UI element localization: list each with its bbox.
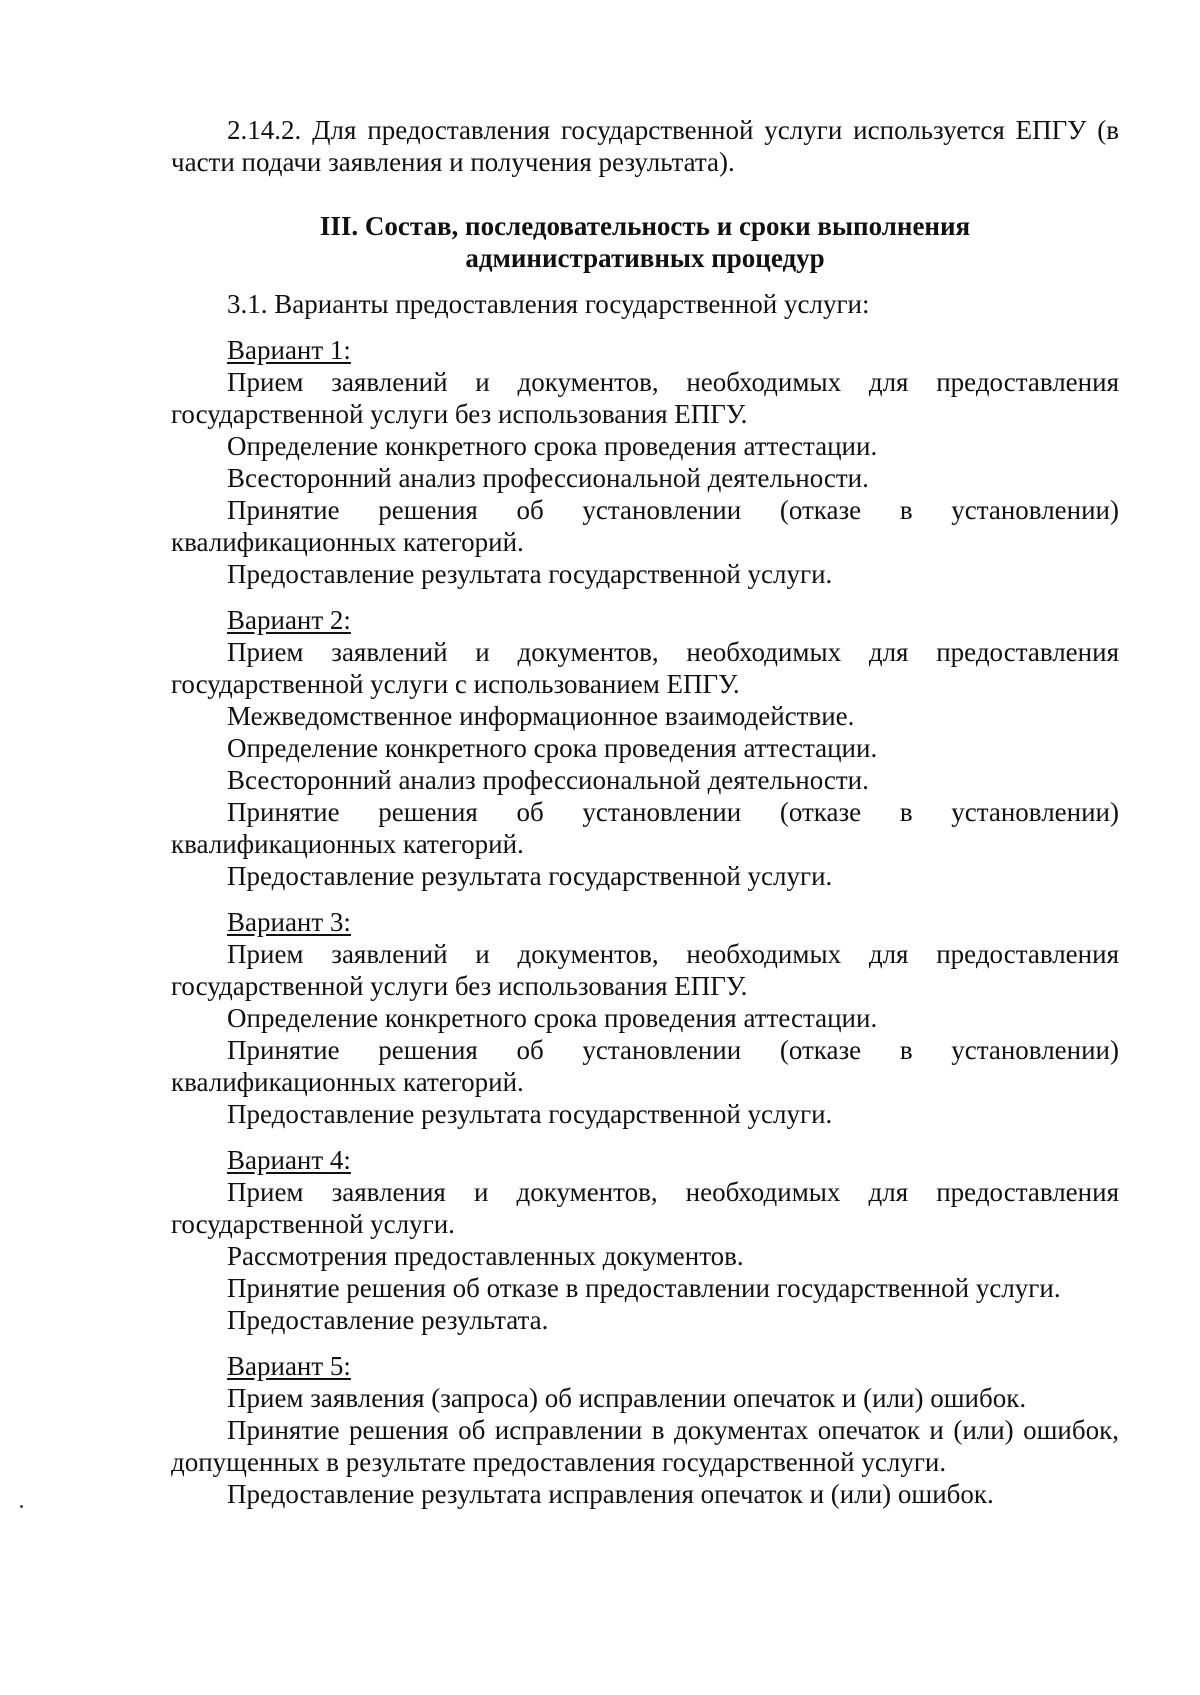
section-heading-line-2: административных процедур: [465, 243, 825, 273]
variant-title: [171, 334, 1119, 366]
variant-step: Рассмотрения предоставленных документов.: [227, 1241, 744, 1271]
variant-2: [171, 604, 1119, 892]
variant-title-text: Вариант 2:: [227, 605, 351, 635]
scan-artifact-dot: [20, 1505, 23, 1508]
variant-title-text: Вариант 1:: [227, 335, 351, 365]
variant-5: [171, 1350, 1119, 1510]
variant-step: Прием заявления и документов, необходимых для предоставления государственной услуги.: [171, 1177, 1119, 1239]
variant-title-text: Вариант 5:: [227, 1351, 351, 1381]
document-page: [171, 114, 1119, 1510]
variant-title: [171, 604, 1119, 636]
variant-title: [171, 1144, 1119, 1176]
variant-step: Принятие решения об отказе в предоставлении государственной услуги.: [227, 1273, 1061, 1303]
variant-step: Предоставление результата государственной услуги.: [227, 861, 833, 891]
paragraph-2-14-2: 2.14.2. Для предоставления государственной услуги используется ЕПГУ (в части подачи заявления и получения результата).: [171, 115, 1119, 177]
variant-step: Определение конкретного срока проведения аттестации.: [227, 431, 878, 461]
section-heading: [171, 210, 1119, 274]
variant-step: Предоставление результата.: [227, 1305, 549, 1335]
paragraph-3-1: 3.1. Варианты предоставления государственной услуги:: [227, 289, 870, 319]
variant-step: Прием заявления (запроса) об исправлении опечаток и (или) ошибок.: [227, 1383, 1027, 1413]
variants-list: [171, 334, 1119, 1510]
variant-step: Определение конкретного срока проведения аттестации.: [227, 1003, 878, 1033]
variant-3: [171, 906, 1119, 1130]
variant-1: [171, 334, 1119, 590]
section-heading-line-1: III. Состав, последовательность и сроки выполнения: [319, 211, 971, 241]
variant-step: Принятие решения об установлении (отказе в установлении) квалификационных категорий.: [171, 1035, 1119, 1097]
variant-step: Прием заявлений и документов, необходимых для предоставления государственной услуги с использованием ЕПГУ.: [171, 637, 1119, 699]
variant-title-text: Вариант 3:: [227, 907, 351, 937]
variant-step: Определение конкретного срока проведения аттестации.: [227, 733, 878, 763]
variant-title: [171, 1350, 1119, 1382]
variant-step: Принятие решения об установлении (отказе в установлении) квалификационных категорий.: [171, 797, 1119, 859]
variant-step: Принятие решения об установлении (отказе в установлении) квалификационных категорий.: [171, 495, 1119, 557]
variant-step: Предоставление результата государственной услуги.: [227, 1099, 833, 1129]
variant-4: [171, 1144, 1119, 1336]
variant-step: Предоставление результата государственной услуги.: [227, 559, 833, 589]
variant-step: Принятие решения об исправлении в документах опечаток и (или) ошибок, допущенных в результате предоставления государственной услуги.: [171, 1415, 1119, 1477]
variant-step: Межведомственное информационное взаимодействие.: [227, 701, 855, 731]
variant-step: Всесторонний анализ профессиональной деятельности.: [227, 463, 869, 493]
variant-step: Всесторонний анализ профессиональной деятельности.: [227, 765, 869, 795]
variant-step: Прием заявлений и документов, необходимых для предоставления государственной услуги без использования ЕПГУ.: [171, 939, 1119, 1001]
variant-step: Предоставление результата исправления опечаток и (или) ошибок.: [227, 1479, 994, 1509]
variant-step: Прием заявлений и документов, необходимых для предоставления государственной услуги без использования ЕПГУ.: [171, 367, 1119, 429]
variant-title-text: Вариант 4:: [227, 1145, 351, 1175]
variant-title: [171, 906, 1119, 938]
